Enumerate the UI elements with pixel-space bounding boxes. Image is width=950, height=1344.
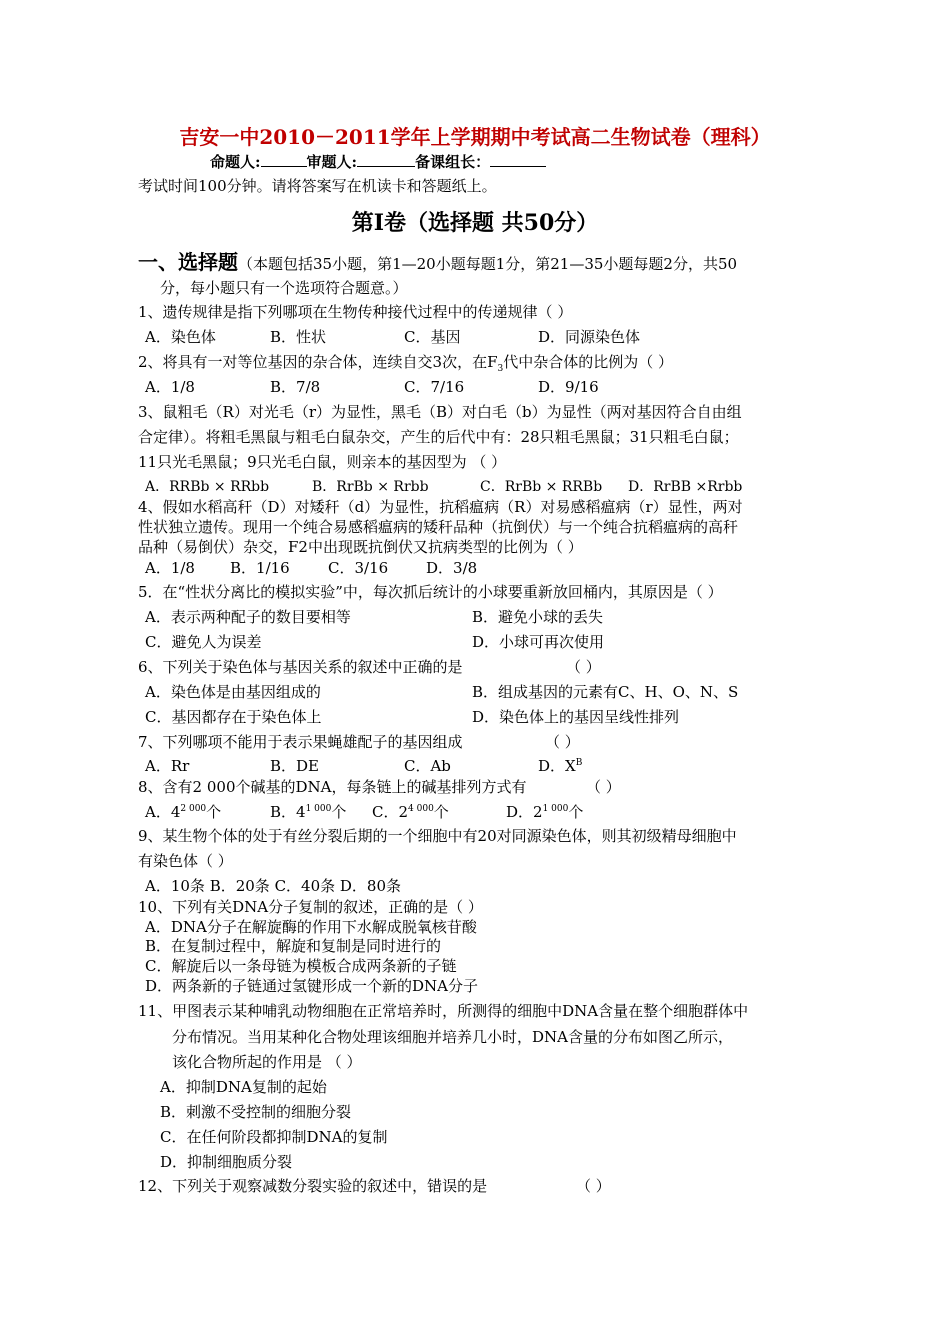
option-d: D．3/8 — [426, 559, 478, 577]
option-text: B．4 — [270, 803, 306, 821]
question-stem: 3、鼠粗毛（R）对光毛（r）为显性，黑毛（B）对白毛（b）为显性（两对基因符合自由组 — [138, 403, 742, 421]
question-stem: 9、某生物个体的处于有丝分裂后期的一个细胞中有20对同源染色体，则其初级精母细胞中 — [138, 827, 737, 845]
section-heading: 第Ⅰ卷（选择题 共50分） — [351, 210, 599, 236]
option-b: B．组成基因的元素有C、H、O、N、S — [472, 683, 739, 701]
option-text: 个 — [331, 803, 347, 821]
question-stem: 6、下列关于染色体与基因关系的叙述中正确的是 — [138, 658, 463, 676]
page-title: 吉安一中2010－2011学年上学期期中考试高二生物试卷（理科） — [179, 125, 771, 149]
option-d — [538, 756, 582, 776]
answer-paren: （ ） — [545, 733, 580, 751]
stem-text: 代中杂合体的比例为（ ） — [503, 353, 674, 371]
setter-blank — [261, 152, 307, 167]
option-text: 个 — [568, 803, 584, 821]
question-stem: 8、含有2 000个碱基的DNA，每条链上的碱基排列方式有 — [138, 778, 527, 796]
option-b: B．性状 — [270, 328, 327, 346]
option-c: C．基因 — [404, 328, 461, 346]
option-a: A．RRBb × RRbb — [145, 479, 270, 495]
question-stem: 12、下列关于观察减数分裂实验的叙述中，错误的是 — [138, 1177, 488, 1195]
option-a: A．1/8 — [145, 559, 195, 577]
option-c — [372, 802, 449, 822]
option-a: A．Rr — [145, 757, 190, 775]
option-text: 个 — [433, 803, 449, 821]
question-stem-cont: 分布情况。当用某种化合物处理该细胞并培养几小时，DNA含量的分布如图乙所示， — [172, 1028, 733, 1046]
option-c: C．3/16 — [328, 559, 389, 577]
option-d: D．小球可再次使用 — [472, 633, 605, 651]
answer-paren: （ ） — [576, 1177, 611, 1195]
superscript: 2 000 — [180, 804, 207, 814]
question-stem: 10、下列有关DNA分子复制的叙述，正确的是（ ） — [138, 898, 483, 916]
superscript: 1 000 — [542, 804, 569, 814]
question-stem-cont: 性状独立遗传。现用一个纯合易感稻瘟病的矮秆品种（抗倒伏）与一个纯合抗稻瘟病的高秆 — [138, 518, 739, 536]
question-stem: 11、甲图表示某种哺乳动物细胞在正常培养时，所测得的细胞中DNA含量在整个细胞群体中 — [138, 1002, 749, 1020]
question-stem: 5．在“性状分离比的模拟实验”中，每次抓后统计的小球要重新放回桶内，其原因是（ ） — [138, 583, 723, 601]
option-c: C．在任何阶段都抑制DNA的复制 — [160, 1128, 388, 1146]
option-c: C．7/16 — [404, 378, 465, 396]
option-text: D．2 — [506, 803, 543, 821]
leader-blank — [490, 152, 546, 167]
question-stem-cont: 该化合物所起的作用是 （ ） — [172, 1053, 362, 1071]
option-d: D．抑制细胞质分裂 — [160, 1153, 293, 1171]
option-d: D．染色体上的基因呈线性排列 — [472, 708, 680, 726]
option-b — [270, 802, 346, 822]
option-text: A．4 — [145, 803, 181, 821]
question-stem-cont: 品种（易倒伏）杂交，F2中出现既抗倒伏又抗病类型的比例为（ ） — [138, 538, 583, 556]
option-a: A．抑制DNA复制的起始 — [160, 1078, 327, 1096]
option-c: C．Ab — [404, 757, 451, 775]
option-text: 个 — [206, 803, 222, 821]
setter-label: 命题人: — [210, 153, 261, 171]
part-desc: （本题包括35小题，第1—20小题每题1分，第21—35小题每题2分，共50 — [238, 255, 738, 273]
option-a: A．染色体 — [145, 328, 216, 346]
staff-line — [210, 152, 546, 172]
question-stem-cont: 有染色体（ ） — [138, 852, 233, 870]
option-d — [506, 802, 583, 822]
answer-paren: （ ） — [586, 778, 621, 796]
part-title: 一、选择题 — [138, 250, 238, 274]
question-stem-cont: 11只光毛黑鼠；9只光毛白鼠，则亲本的基因型为 （ ） — [138, 453, 507, 471]
stem-text: 2、将具有一对等位基因的杂合体，连续自交3次，在F — [138, 353, 498, 371]
option-a: A．1/8 — [145, 378, 195, 396]
reviewer-blank — [357, 152, 415, 167]
question-stem: 1、遗传规律是指下列哪项在生物传种接代过程中的传递规律（ ） — [138, 303, 573, 321]
option-c: C．基因都存在于染色体上 — [145, 708, 322, 726]
question-stem-cont: 合定律）。将粗毛黑鼠与粗毛白鼠杂交，产生的后代中有：28只粗毛黑鼠；31只粗毛白鼠； — [138, 428, 739, 446]
superscript: B — [575, 758, 583, 768]
answer-paren: （ ） — [566, 658, 601, 676]
question-stem: 7、下列哪项不能用于表示果蝇雄配子的基因组成 — [138, 733, 463, 751]
part-header — [138, 252, 737, 274]
option-c: C．RrBb × RRBb — [480, 479, 603, 495]
superscript: 1 000 — [305, 804, 332, 814]
option-d: D．RrBB ×Rrbb — [628, 479, 743, 495]
option-text: D．X — [538, 757, 576, 775]
options-row: A．10条 B．20条 C．40条 D．80条 — [145, 877, 402, 895]
option-d: D．同源染色体 — [538, 328, 641, 346]
option-a: A．染色体是由基因组成的 — [145, 683, 321, 701]
reviewer-label: 审题人: — [306, 153, 358, 171]
part-desc-cont: 分，每小题只有一个选项符合题意。） — [160, 279, 408, 297]
question-stem: 4、假如水稻高秆（D）对矮秆（d）为显性，抗稻瘟病（R）对易感稻瘟病（r）显性，两对 — [138, 498, 743, 516]
superscript: 4 000 — [408, 804, 434, 814]
option-b: B．刺激不受控制的细胞分裂 — [160, 1103, 352, 1121]
option-b: B．避免小球的丢失 — [472, 608, 604, 626]
option-c: C．避免人为误差 — [145, 633, 262, 651]
option-a — [145, 802, 221, 822]
exam-info: 考试时间100分钟。请将答案写在机读卡和答题纸上。 — [138, 177, 497, 195]
option-b: B．7/8 — [270, 378, 321, 396]
question-stem — [138, 352, 673, 372]
option-b: B．1/16 — [230, 559, 290, 577]
option-a: A．表示两种配子的数目要相等 — [145, 608, 351, 626]
leader-label: 备课组长： — [415, 153, 491, 171]
option-text: C．2 — [372, 803, 409, 821]
option-d: D．两条新的子链通过氢键形成一个新的DNA分子 — [145, 977, 479, 995]
option-b: B．RrBb × Rrbb — [312, 479, 429, 495]
option-c: C．解旋后以一条母链为模板合成两条新的子链 — [145, 957, 457, 975]
option-d: D．9/16 — [538, 378, 599, 396]
option-b: B．DE — [270, 757, 319, 775]
option-b: B．在复制过程中，解旋和复制是同时进行的 — [145, 937, 442, 955]
option-a: A．DNA分子在解旋酶的作用下水解成脱氧核苷酸 — [145, 918, 477, 936]
subscript: 3 — [497, 364, 504, 374]
